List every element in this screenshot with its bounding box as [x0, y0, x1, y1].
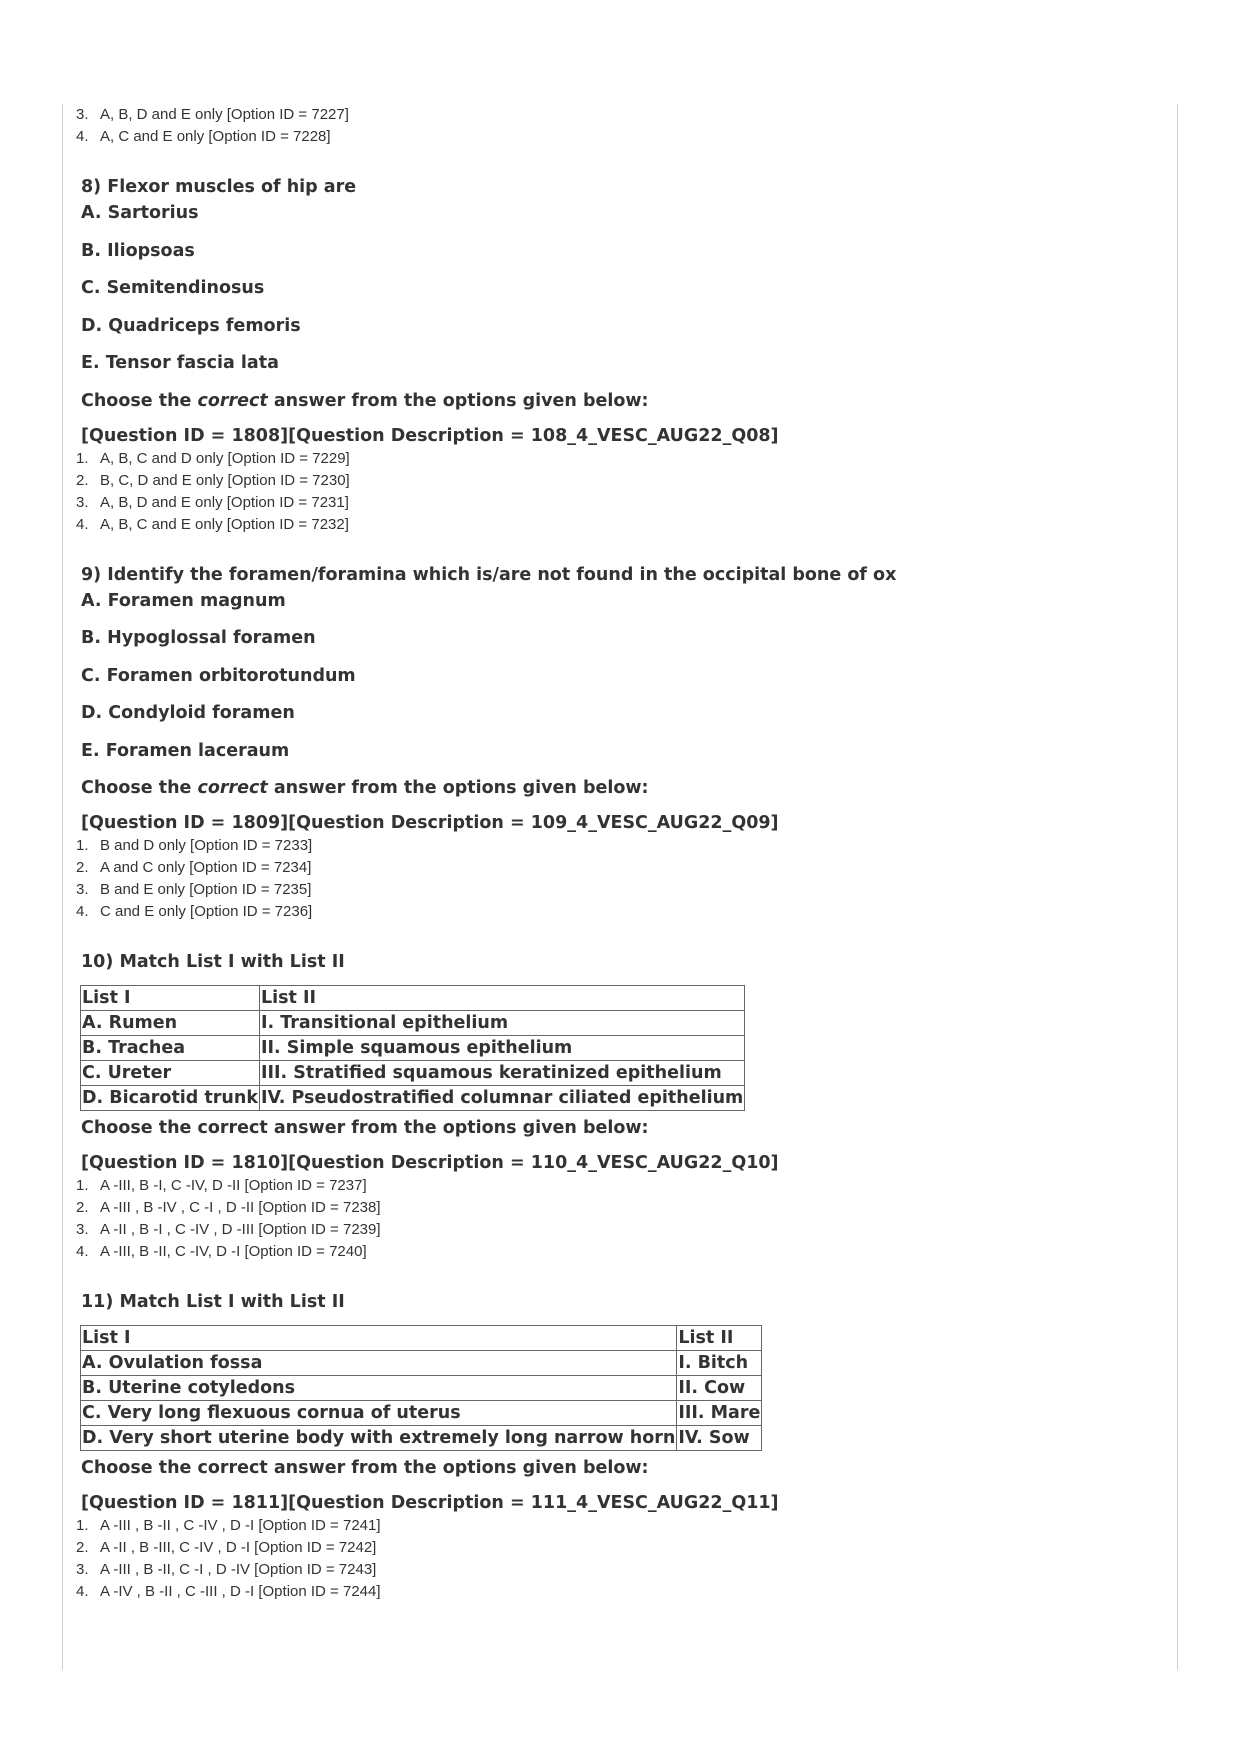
statement: B. Iliopsoas — [81, 240, 195, 261]
table-cell: II. Simple squamous epithelium — [259, 1036, 744, 1061]
table-row — [81, 1376, 762, 1401]
table-cell: List II — [259, 986, 744, 1011]
table-cell: I. Transitional epithelium — [259, 1011, 744, 1036]
table-row — [81, 1401, 762, 1426]
table-cell: II. Cow — [677, 1376, 762, 1401]
question-11 — [76, 1289, 1156, 1603]
option-item: 3. A, B, D and E only [Option ID = 7231] — [76, 493, 349, 511]
question-id: [Question ID = 1809][Question Description = 109_4_VESC_AUG22_Q09] — [81, 813, 779, 833]
question-id: [Question ID = 1811][Question Description = 111_4_VESC_AUG22_Q11] — [81, 1493, 779, 1513]
question-title: 8) Flexor muscles of hip are — [81, 177, 357, 197]
statement: B. Hypoglossal foramen — [81, 628, 316, 648]
statement: D. Quadriceps femoris — [81, 315, 301, 336]
question-title: 10) Match List I with List II — [81, 952, 345, 972]
table-cell: D. Bicarotid trunk — [81, 1086, 260, 1111]
question-9 — [76, 562, 1156, 924]
question-title: 11) Match List I with List II — [81, 1292, 345, 1312]
option-item: 2. A -II , B -III, C -IV , D -I [Option ID = 7242] — [76, 1539, 377, 1556]
table-cell: C. Ureter — [81, 1061, 260, 1086]
table-header-row — [81, 986, 745, 1011]
table-cell: D. Very short uterine body with extremely long narrow horn — [81, 1426, 677, 1451]
table-cell: List II — [677, 1326, 762, 1351]
statement: E. Foramen laceraum — [81, 740, 290, 761]
options-list — [76, 835, 1156, 923]
option-item: 2. A and C only [Option ID = 7234] — [76, 859, 312, 876]
option-item: 1. A -III, B -I, C -IV, D -II [Option ID = 7237] — [76, 1177, 367, 1194]
table-cell: B. Trachea — [81, 1036, 260, 1061]
option-item: 2. A -III , B -IV , C -I , D -II [Option ID = 7238] — [76, 1199, 381, 1216]
table-cell: A. Ovulation fossa — [81, 1351, 677, 1376]
option-item: 2. B, C, D and E only [Option ID = 7230] — [76, 471, 350, 489]
option-item: 1. A, B, C and D only [Option ID = 7229] — [76, 449, 350, 467]
option-item: 4. A, C and E only [Option ID = 7228] — [76, 128, 331, 145]
choose-instruction: Choose the correct answer from the options given below: — [81, 1118, 649, 1138]
option-item: 1. B and D only [Option ID = 7233] — [76, 837, 313, 854]
option-item: 3. B and E only [Option ID = 7235] — [76, 881, 312, 898]
table-row — [81, 1086, 745, 1111]
table-row — [81, 1061, 745, 1086]
question-8 — [76, 174, 1156, 536]
q7-options-continued — [76, 104, 1156, 148]
statement: A. Sartorius — [81, 203, 199, 223]
question-id: [Question ID = 1808][Question Description = 108_4_VESC_AUG22_Q08] — [81, 425, 779, 446]
option-item: 3. A -III , B -II, C -I , D -IV [Option ID = 7243] — [76, 1561, 377, 1578]
table-cell: B. Uterine cotyledons — [81, 1376, 677, 1401]
table-cell: III. Stratified squamous keratinized epithelium — [259, 1061, 744, 1086]
table-cell: IV. Pseudostratified columnar ciliated epithelium — [259, 1086, 744, 1111]
table-row — [81, 1011, 745, 1036]
question-id: [Question ID = 1810][Question Description = 110_4_VESC_AUG22_Q10] — [81, 1153, 779, 1173]
table-cell: IV. Sow — [677, 1426, 762, 1451]
choose-instruction: Choose the correct answer from the options given below: — [81, 390, 649, 411]
table-cell: III. Mare — [677, 1401, 762, 1426]
question-title: 9) Identify the foramen/foramina which is/are not found in the occipital bone of ox — [81, 564, 897, 585]
choose-instruction: Choose the correct answer from the options given below: — [81, 1458, 649, 1478]
table-cell: I. Bitch — [677, 1351, 762, 1376]
choose-instruction: Choose the correct answer from the options given below: — [81, 778, 649, 798]
match-table — [80, 1325, 762, 1451]
statement: C. Foramen orbitorotundum — [81, 665, 356, 686]
option-item: 4. A -III, B -II, C -IV, D -I [Option ID = 7240] — [76, 1243, 367, 1260]
table-row — [81, 1036, 745, 1061]
table-cell: List I — [81, 1326, 677, 1351]
option-item: 4. C and E only [Option ID = 7236] — [76, 903, 313, 920]
options-list — [76, 448, 1156, 536]
match-table — [80, 985, 745, 1111]
table-header-row — [81, 1326, 762, 1351]
statement: C. Semitendinosus — [81, 278, 265, 298]
options-list — [76, 1175, 1156, 1263]
statement: D. Condyloid foramen — [81, 703, 295, 723]
table-row — [81, 1351, 762, 1376]
options-list — [76, 1515, 1156, 1603]
option-item: 3. A, B, D and E only [Option ID = 7227] — [76, 106, 349, 123]
statement: A. Foramen magnum — [81, 590, 286, 611]
table-row — [81, 1426, 762, 1451]
option-item: 3. A -II , B -I , C -IV , D -III [Option ID = 7239] — [76, 1221, 381, 1238]
table-cell: List I — [81, 986, 260, 1011]
table-cell: A. Rumen — [81, 1011, 260, 1036]
statement: E. Tensor fascia lata — [81, 353, 279, 373]
table-cell: C. Very long flexuous cornua of uterus — [81, 1401, 677, 1426]
question-10 — [76, 949, 1156, 1263]
option-item: 4. A, B, C and E only [Option ID = 7232] — [76, 515, 349, 533]
page-content — [76, 104, 1156, 1603]
option-item: 1. A -III , B -II , C -IV , D -I [Option ID = 7241] — [76, 1517, 381, 1534]
option-item: 4. A -IV , B -II , C -III , D -I [Option ID = 7244] — [76, 1583, 381, 1600]
